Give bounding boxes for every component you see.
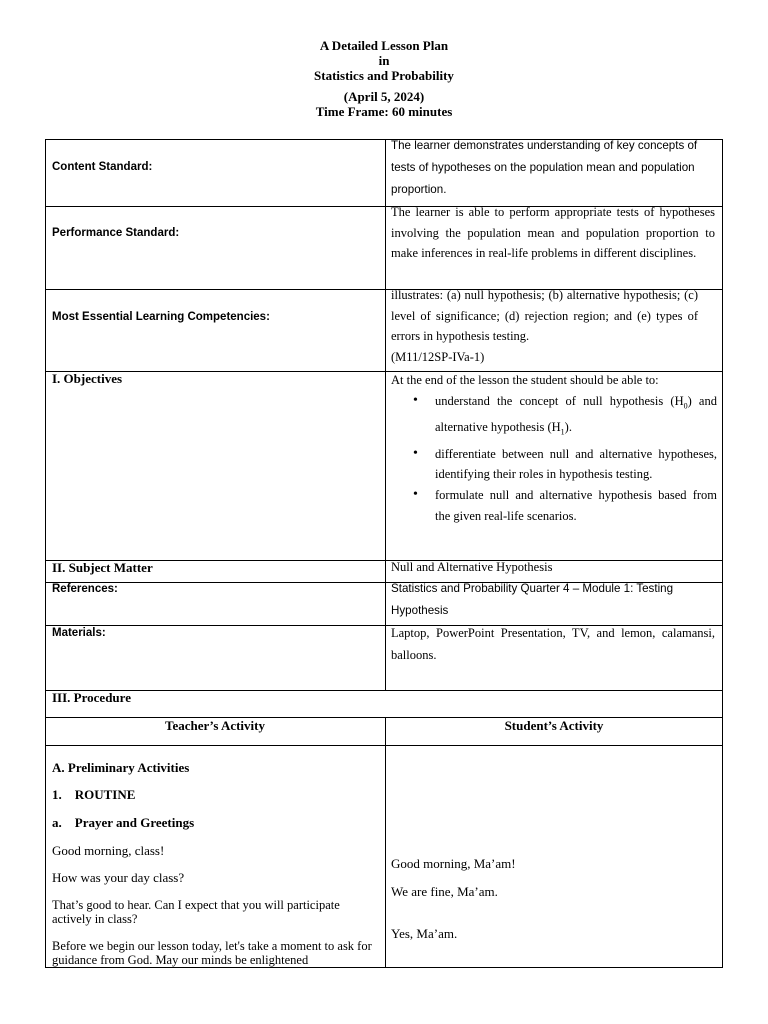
student-line-1: Good morning, Ma’am! <box>391 856 516 871</box>
title-line-3: Statistics and Probability <box>314 68 454 83</box>
competencies-label: Most Essential Learning Competencies: <box>52 311 270 323</box>
content-standard-label: Content Standard: <box>52 161 153 173</box>
teacher-line-2: How was your day class? <box>52 870 185 885</box>
objectives-label: I. Objectives <box>52 371 123 386</box>
competencies-code: (M11/12SP-IVa-1) <box>391 350 485 364</box>
teacher-line-4: Before we begin our lesson today, let's take a moment to ask for guidance from God. May our minds be enlightened <box>52 939 372 967</box>
title-line-2: in <box>378 53 390 68</box>
content-standard-value: The learner demonstrates understanding of key concepts of tests of hypotheses on the population mean and population proportion. <box>391 139 698 196</box>
materials-value: Laptop, PowerPoint Presentation, TV, and lemon, calamansi, balloons. <box>391 626 715 662</box>
title-line-1: A Detailed Lesson Plan <box>319 38 449 53</box>
references-label: References: <box>52 583 118 595</box>
materials-label: Materials: <box>52 627 106 639</box>
objectives-content <box>391 370 717 527</box>
objective-item-2: • differentiate between null and alternative hypotheses, identifying their roles in hypothesis testing. <box>435 444 717 486</box>
student-line-2: We are fine, Ma’am. <box>391 884 498 899</box>
teacher-line-1: Good morning, class! <box>52 843 165 858</box>
student-line-3: Yes, Ma’am. <box>391 926 458 941</box>
performance-standard-value: The learner is able to perform appropriate tests of hypotheses involving the population mean and population proportion to make inferences in real-life problems in different disciplines. <box>391 205 715 261</box>
performance-standard-label: Performance Standard: <box>52 227 180 239</box>
procedure-label: III. Procedure <box>52 690 131 705</box>
objectives-intro: At the end of the lesson the student should be able to: <box>391 373 659 387</box>
objective-item-3: • formulate null and alternative hypothesis based from the given real-life scenarios. <box>435 485 717 527</box>
lesson-date: (April 5, 2024) <box>343 89 425 104</box>
prayer-greetings-heading: a. Prayer and Greetings <box>52 815 195 830</box>
subject-matter-value: Null and Alternative Hypothesis <box>391 560 553 574</box>
competencies-value: illustrates: (a) null hypothesis; (b) alternative hypothesis; (c) level of significance; (d) rejection region; and (e) types of errors in hypothesis testing. <box>391 288 698 344</box>
document-header <box>0 38 768 119</box>
objective-item-1: • understand the concept of null hypothesis $(H_0)$ and alternative hypothesis $(H_1)$. <box>435 391 717 444</box>
references-value: Statistics and Probability Quarter 4 – Module 1: Testing Hypothesis <box>391 582 674 617</box>
teacher-line-3: That’s good to hear. Can I expect that you will participate actively in class? <box>52 898 340 926</box>
teacher-activity-header: Teacher’s Activity <box>164 718 265 733</box>
time-frame: Time Frame: 60 minutes <box>315 104 453 119</box>
student-activity-header: Student’s Activity <box>504 718 604 733</box>
subject-matter-label: II. Subject Matter <box>52 560 153 575</box>
preliminary-activities-heading: A. Preliminary Activities <box>52 760 190 775</box>
routine-heading: 1. ROUTINE <box>52 787 136 802</box>
